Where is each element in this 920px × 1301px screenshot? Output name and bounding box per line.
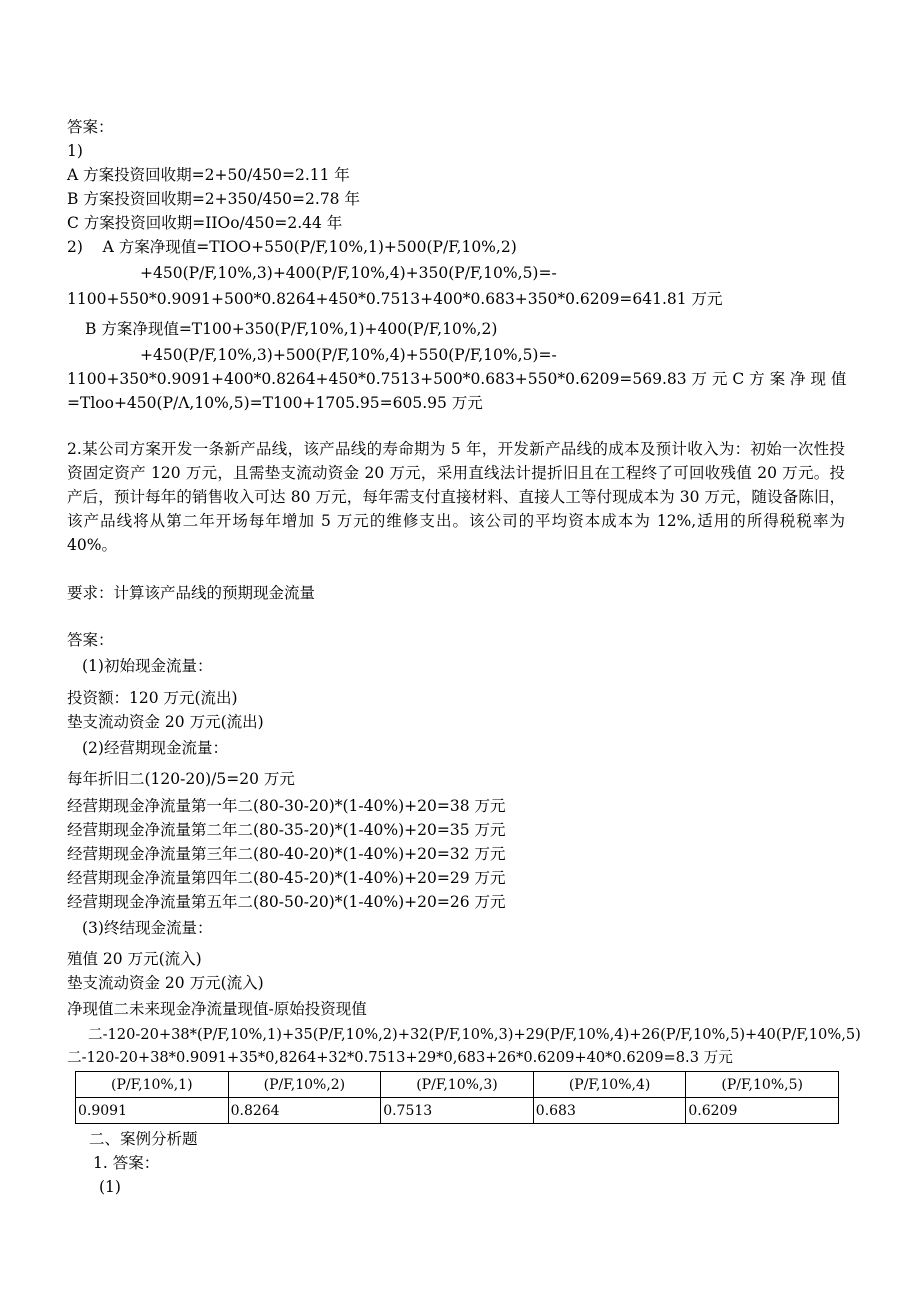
investment-amount: 投资额：120 万元(流出) <box>67 689 238 707</box>
payback-c: C 方案投资回收期=IIOo/450=2.44 年 <box>67 214 343 232</box>
table-cell: 0.7513 <box>381 1098 534 1124</box>
year2-cashflow: 经营期现金净流量第二年二(80-35-20)*(1-40%)+20=35 万元 <box>67 821 506 839</box>
table-cell: 0.9091 <box>76 1098 229 1124</box>
working-capital-out: 垫支流动资金 20 万元(流出) <box>67 713 264 731</box>
requirement: 要求：计算该产品线的预期现金流量 <box>67 584 316 602</box>
working-capital-in: 垫支流动资金 20 万元(流入) <box>67 974 264 992</box>
table-header-cell: (P/F,10%,1) <box>76 1072 229 1098</box>
table-header-cell: (P/F,10%,5) <box>686 1072 839 1098</box>
table-cell: 0.8264 <box>228 1098 381 1124</box>
npv-definition: 净现值二未来现金净流量现值-原始投资现值 <box>67 1000 367 1018</box>
npv-b-line1: B 方案净现值=T100+350(P/F,10%,1)+400(P/F,10%,2) <box>85 320 498 338</box>
payback-b: B 方案投资回收期=2+350/450=2.78 年 <box>67 190 360 208</box>
salvage-value: 殖值 20 万元(流入) <box>67 950 202 968</box>
section2-title: 二、案例分析题 <box>89 1130 198 1148</box>
table-cell: 0.683 <box>533 1098 686 1124</box>
year3-cashflow: 经营期现金净流量第三年二(80-40-20)*(1-40%)+20=32 万元 <box>67 845 506 863</box>
table-header-row <box>76 1072 839 1098</box>
operating-cashflow-title: (2)经营期现金流量： <box>82 739 228 757</box>
npv-formula: 二-120-20+38*(P/F,10%,1)+35(P/F,10%,2)+32(P/F,10%,3)+29(P/F,10%,4)+26(P/F,10%,5)+40(P/F,10%,5) <box>88 1026 861 1043</box>
section2-item1: (1) <box>99 1178 121 1196</box>
table-row <box>76 1098 839 1124</box>
table-header-cell: (P/F,10%,2) <box>228 1072 381 1098</box>
year1-cashflow: 经营期现金净流量第一年二(80-30-20)*(1-40%)+20=38 万元 <box>67 797 506 815</box>
year4-cashflow: 经营期现金净流量第四年二(80-45-20)*(1-40%)+20=29 万元 <box>67 869 506 887</box>
npv-b-line3: 1100+350*0.9091+400*0.8264+450*0.7513+500*0.683+550*0.6209=569.83 万 元 C 方 案 净 现 值 <box>67 370 847 388</box>
payback-a: A 方案投资回收期=2+50/450=2.11 年 <box>67 166 350 184</box>
depreciation: 每年折旧二(120-20)/5=20 万元 <box>67 770 295 788</box>
table-header-cell: (P/F,10%,4) <box>533 1072 686 1098</box>
terminal-cashflow-title: (3)终结现金流量： <box>82 919 213 937</box>
section2-answer1: 1. 答案： <box>93 1154 160 1172</box>
initial-cashflow-title: (1)初始现金流量： <box>82 657 213 675</box>
table-cell: 0.6209 <box>686 1098 839 1124</box>
year5-cashflow: 经营期现金净流量第五年二(80-50-20)*(1-40%)+20=26 万元 <box>67 893 506 911</box>
table-header-cell: (P/F,10%,3) <box>381 1072 534 1098</box>
q1-label: 1) <box>67 142 83 160</box>
npv-a-line3: 1100+550*0.9091+500*0.8264+450*0.7513+400*0.683+350*0.6209=641.81 万元 <box>67 290 723 308</box>
pf-factor-table <box>75 1071 839 1124</box>
npv-c-line: =Tloo+450(P/Λ,10%,5)=T100+1705.95=605.95 万元 <box>67 394 483 412</box>
question2-text: 2.某公司方案开发一条新产品线，该产品线的寿命期为 5 年，开发新产品线的成本及预计收入为：初始一次性投资固定资产 120 万元，且需垫支流动资金 20 万元，采用直线法计提折旧且在工程终了可回收残值 20 万元。投产后，预计每年的销售收入可达 80 万元，每年需支付直接材料、直接人工等付现成本为 30 万元，随设备陈旧，该产品线将从第二年开场每年增加 5 万元的维修支出。该公司的平均资本成本为 12%,适用的所得税税率为 40%。 <box>67 440 845 554</box>
npv-result: 二-120-20+38*0.9091+35*0,8264+32*0.7513+29*0,683+26*0.6209+40*0.6209=8.3 万元 <box>67 1049 733 1066</box>
answer-label: 答案： <box>67 118 114 136</box>
npv-a-line2: +450(P/F,10%,3)+400(P/F,10%,4)+350(P/F,10%,5)=- <box>140 264 557 282</box>
npv-a-line1: 2) A 方案净现值=TIOO+550(P/F,10%,1)+500(P/F,10%,2) <box>67 238 517 256</box>
npv-b-line2: +450(P/F,10%,3)+500(P/F,10%,4)+550(P/F,10%,5)=- <box>140 346 557 364</box>
answer2-label: 答案： <box>67 631 114 649</box>
